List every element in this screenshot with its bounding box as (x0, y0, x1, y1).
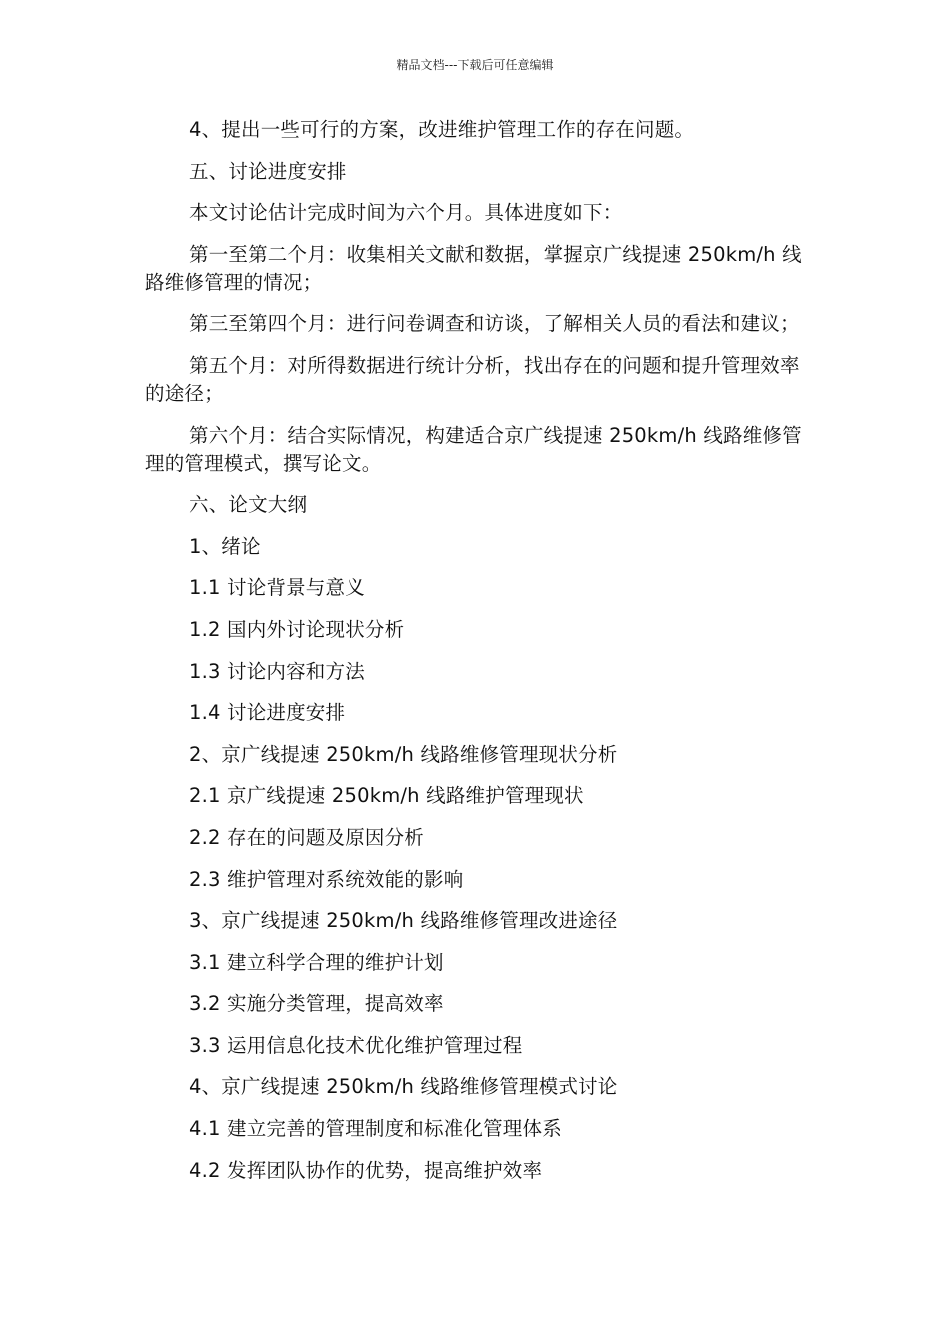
outline-item-3-1: 3.1 建立科学合理的维护计划 (189, 950, 444, 974)
outline-item-1-1: 1.1 讨论背景与意义 (189, 576, 365, 600)
paragraph-month-6: 第六个月：结合实际情况，构建适合京广线提速 250km/h 线路维修管理的管理模式，撰写论文。 (145, 423, 802, 475)
outline-item-2-2: 2.2 存在的问题及原因分析 (189, 825, 425, 849)
outline-chapter-3: 3、京广线提速 250km/h 线路维修管理改进途径 (189, 909, 618, 933)
outline-item-2-1: 2.1 京广线提速 250km/h 线路维护管理现状 (189, 784, 584, 808)
paragraph-month-1-2: 第一至第二个月：收集相关文献和数据，掌握京广线提速 250km/h 线路维修管理的情况； (145, 242, 802, 294)
outline-item-4-1: 4.1 建立完善的管理制度和标准化管理体系 (189, 1117, 562, 1141)
paragraph-item-1: 4、提出一些可行的方案，改进维护管理工作的存在问题。 (189, 118, 695, 141)
document-body (145, 116, 807, 1198)
paragraph-month-3-4: 第三至第四个月：进行问卷调查和访谈，了解相关人员的看法和建议； (189, 312, 800, 336)
paragraph-schedule-intro: 本文讨论估计完成时间为六个月。具体进度如下： (189, 201, 623, 225)
paragraph-month-5: 第五个月：对所得数据进行统计分析，找出存在的问题和提升管理效率的途径； (145, 353, 800, 405)
section-heading-6: 六、论文大纲 (189, 493, 308, 517)
outline-item-4-2: 4.2 发挥团队协作的优势，提高维护效率 (189, 1158, 543, 1182)
page-header: 精品文档---下载后可任意编辑 (396, 58, 554, 72)
section-heading-5: 五、讨论进度安排 (189, 159, 347, 183)
outline-item-3-3: 3.3 运用信息化技术优化维护管理过程 (189, 1033, 523, 1057)
outline-chapter-4: 4、京广线提速 250km/h 线路维修管理模式讨论 (189, 1075, 618, 1099)
outline-item-1-3: 1.3 讨论内容和方法 (189, 659, 365, 683)
outline-item-2-3: 2.3 维护管理对系统效能的影响 (189, 867, 464, 891)
outline-item-3-2: 3.2 实施分类管理，提高效率 (189, 992, 444, 1016)
outline-chapter-1: 1、绪论 (189, 534, 261, 558)
outline-item-1-2: 1.2 国内外讨论现状分析 (189, 617, 405, 641)
outline-chapter-2: 2、京广线提速 250km/h 线路维修管理现状分析 (189, 742, 618, 766)
outline-item-1-4: 1.4 讨论进度安排 (189, 701, 346, 725)
